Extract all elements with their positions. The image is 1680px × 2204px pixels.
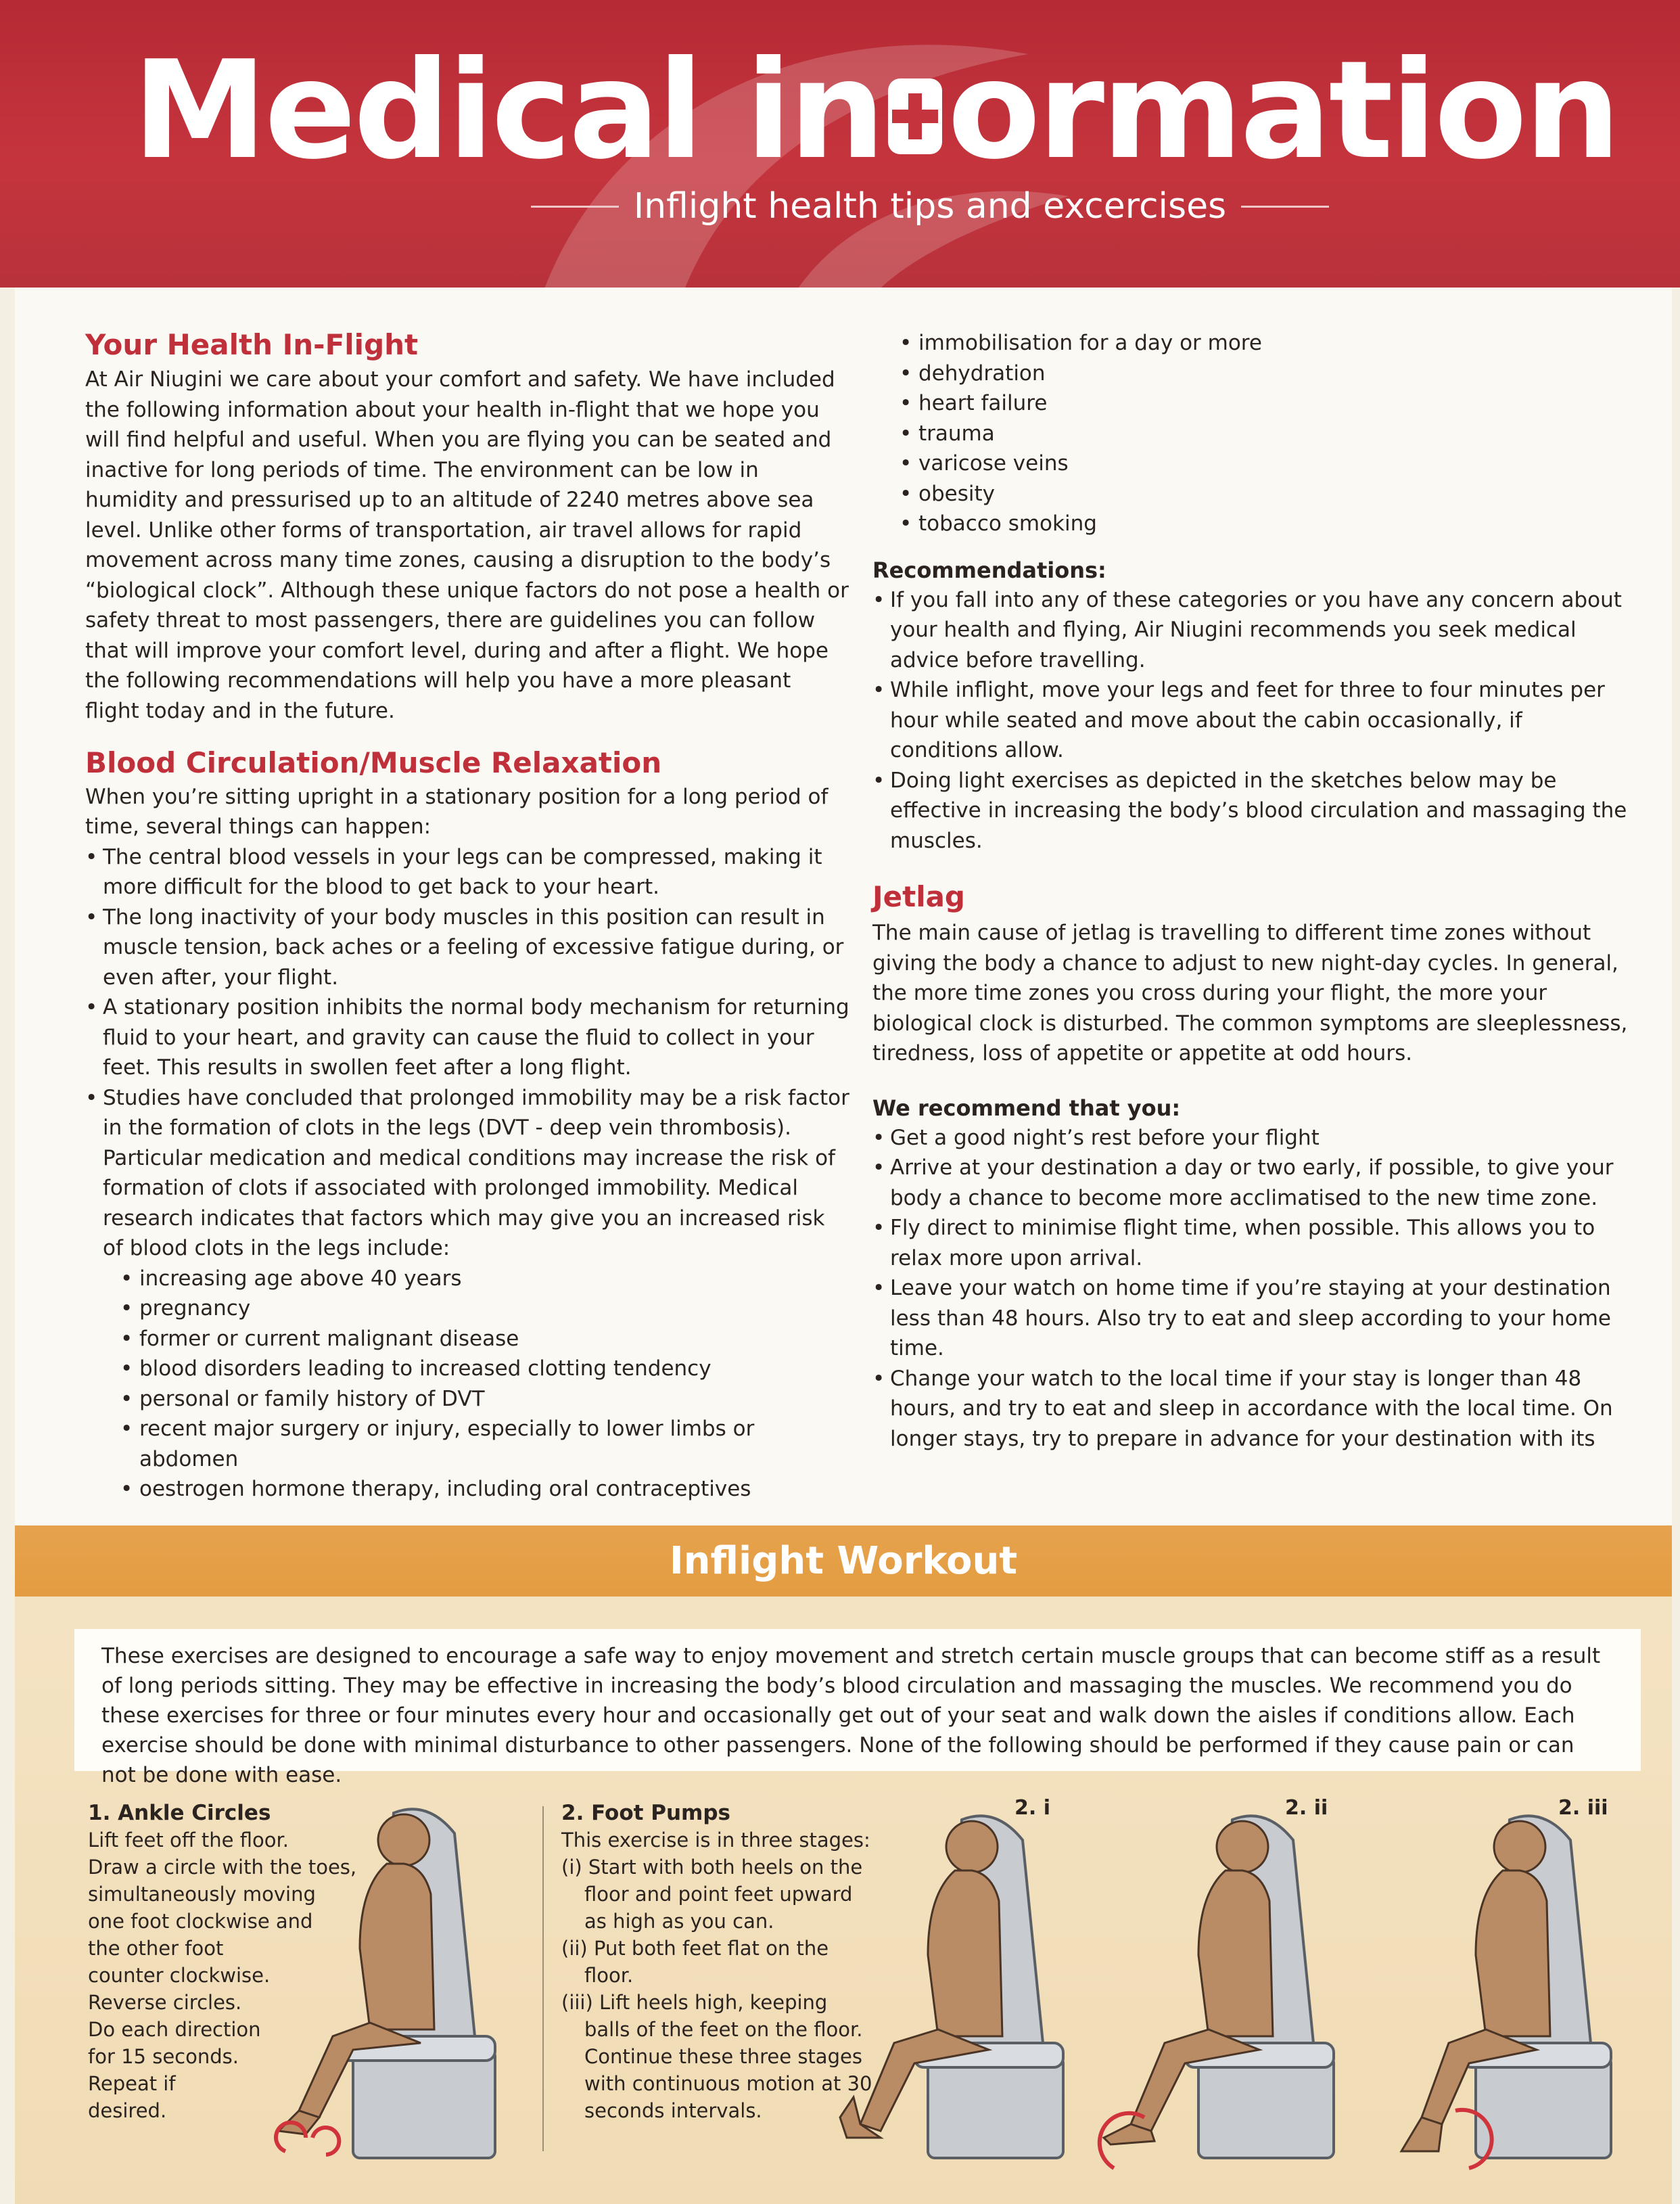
page-title <box>133 32 1618 189</box>
list-item: • Studies have concluded that prolonged immobility may be a risk factor in the formation of clots in the legs (DVT - deep vein thrombosis). Particular medication and medical conditions may increase the risk of formation of clots if associated with prolonged immobility. Medical research indicates that factors which may give you an increased risk of blood clots in the legs include: <box>85 1083 849 1264</box>
circulation-intro: When you’re sitting upright in a stationary position for a long period of time, several things can happen: <box>85 784 829 840</box>
exercise-line: counter clockwise. <box>88 1964 271 1987</box>
list-item: • dehydration <box>900 359 1630 389</box>
jetlag-heading: Jetlag <box>872 880 965 913</box>
list-item: • immobilisation for a day or more <box>900 328 1630 359</box>
health-body: At Air Niugini we care about your comfort and safety. We have included the following information about your health in-flight that we hope you will find helpful and useful. When you are flying you can be seated and inactive for long periods of time. The environment can be low in humidity and pressurised up to an altitude of 2240 metres above sea level. Unlike other forms of transportation, air travel allows for rapid movement across many time zones, causing a disruption to the body’s “biological clock”. Although these unique factors do not pose a health or safety threat to most passengers, there are guidelines you can follow that will improve your comfort level, during and after a flight. We hope the following recommendations will help you have a more pleasant flight today and in the future. <box>85 367 849 723</box>
exercise-line: simultaneously moving <box>88 1883 316 1906</box>
exercise-divider <box>542 1806 544 2151</box>
list-item: • A stationary position inhibits the normal body mechanism for returning fluid to your heart, and gravity can cause the fluid to collect in your feet. This results in swollen feet after a long flight. <box>85 992 849 1083</box>
subtitle-rule-left <box>531 206 619 208</box>
list-item: • varicose veins <box>900 449 1630 479</box>
page-header <box>0 0 1680 288</box>
ankle-circles-figure <box>258 1793 529 2172</box>
title-text-part1: Medical in <box>133 32 883 189</box>
exercise-line: desired. <box>88 2099 167 2122</box>
subtitle-rule-right <box>1241 206 1329 208</box>
jetlag-body: The main cause of jetlag is travelling to different time zones without giving the body a chance to adjust to new night-day cycles. In general, the more time zones you cross during your flight, the more your biological clock is disturbed. The common symptoms are sleeplessness, tiredness, loss of appetite or appetite at odd hours. <box>872 921 1628 1066</box>
page-subtitle: Inflight health tips and excercises <box>633 186 1227 227</box>
exercise-step: (iii) Lift heels high, keeping balls of the feet on the floor. Continue these three stages with continuous motion at 30 seconds intervals. <box>561 1991 872 2122</box>
circle-arrow-icon <box>312 2128 339 2155</box>
risk-factor-list-continued <box>900 328 1630 539</box>
exercise-title: 2. Foot Pumps <box>561 1801 730 1825</box>
recommendations-list <box>872 585 1630 856</box>
health-heading: Your Health In-Flight <box>85 328 419 361</box>
list-item: • Fly direct to minimise flight time, when possible. This allows you to relax more upon arrival. <box>872 1213 1630 1273</box>
we-recommend-heading: We recommend that you: <box>872 1095 1181 1121</box>
stage-label-2i: 2. i <box>1014 1796 1050 1820</box>
foot-pumps-stage-1-figure <box>826 1799 1097 2178</box>
workout-section <box>15 1597 1672 2204</box>
right-column <box>872 288 1630 1454</box>
recommendations-heading: Recommendations: <box>872 557 1106 583</box>
list-item: • increasing age above 40 years <box>120 1264 849 1294</box>
list-item: • recent major surgery or injury, especially to lower limbs or abdomen <box>120 1414 849 1474</box>
list-item: • The central blood vessels in your legs can be compressed, making it more difficult for the blood to get back to your heart. <box>85 842 849 902</box>
exercise-line: the other foot <box>88 1937 224 1960</box>
circulation-heading: Blood Circulation/Muscle Relaxation <box>85 746 662 780</box>
exercise-step: (ii) Put both feet flat on the floor. <box>561 1937 829 1987</box>
left-column <box>85 288 849 1505</box>
list-item: • pregnancy <box>120 1293 849 1324</box>
list-item: • Leave your watch on home time if you’re staying at your destination less than 48 hours. Also try to eat and sleep according to your home time. <box>872 1273 1630 1364</box>
stage-label-2iii: 2. iii <box>1558 1796 1608 1820</box>
list-item: • trauma <box>900 419 1630 449</box>
circulation-list <box>85 842 849 1264</box>
exercise-line: one foot clockwise and <box>88 1910 313 1933</box>
exercise-step: (i) Start with both heels on the floor and point feet upward as high as you can. <box>561 1856 863 1933</box>
workout-intro: These exercises are designed to encourage a safe way to enjoy movement and stretch certain muscle groups that can become stiff as a result of long periods sitting. They may be effective in increasing the body’s blood circulation and massaging the muscles. We recommend you do these exercises for three or four minutes every hour and occasionally get out of your seat and walk down the aisles if conditions allow. Each exercise should be done with minimal disturbance to other passengers. None of the following should be performed if they cause pain or can not be done with ease. <box>101 1644 1601 1787</box>
list-item: • obesity <box>900 479 1630 509</box>
medical-cross-icon <box>883 76 948 157</box>
workout-title: Inflight Workout <box>669 1539 1018 1583</box>
exercise-line: Do each direction <box>88 2018 261 2041</box>
subtitle-row <box>555 183 1305 230</box>
exercise-line: Lift feet off the floor. <box>88 1829 289 1852</box>
exercise-line: for 15 seconds. <box>88 2045 239 2068</box>
foot-pumps-stage-2-figure <box>1097 1799 1368 2178</box>
list-item: • blood disorders leading to increased clotting tendency <box>120 1354 849 1384</box>
exercise-line: Repeat if <box>88 2072 176 2095</box>
list-item: • heart failure <box>900 388 1630 419</box>
exercise-title: 1. Ankle Circles <box>88 1801 271 1825</box>
exercise-line: Reverse circles. <box>88 1991 242 2014</box>
list-item: • Doing light exercises as depicted in the sketches below may be effective in increasing the body’s blood circulation and massaging the muscles. <box>872 766 1630 856</box>
list-item: • Get a good night’s rest before your flight <box>872 1123 1630 1153</box>
workout-intro-box <box>74 1629 1641 1787</box>
main-content <box>15 288 1672 1525</box>
list-item: • If you fall into any of these categories or you have any concern about your health and flying, Air Niugini recommends you seek medical advice before travelling. <box>872 585 1630 676</box>
exercise-intro: This exercise is in three stages: <box>561 1829 870 1852</box>
list-item: • The long inactivity of your body muscles in this position can result in muscle tension, back aches or a feeling of excessive fatigue during, or even after, your flight. <box>85 902 849 993</box>
list-item: • oestrogen hormone therapy, including oral contraceptives <box>120 1474 849 1505</box>
stage-label-2ii: 2. ii <box>1285 1796 1328 1820</box>
foot-pumps-stage-3-figure <box>1374 1799 1645 2178</box>
exercise-line: Draw a circle with the toes, <box>88 1856 357 1879</box>
workout-banner <box>15 1525 1672 1597</box>
risk-factor-list <box>120 1264 849 1505</box>
title-text-part2: ormation <box>948 32 1618 189</box>
list-item: • While inflight, move your legs and feet for three to four minutes per hour while seated and move about the cabin occasionally, if conditions allow. <box>872 675 1630 766</box>
list-item: • personal or family history of DVT <box>120 1384 849 1415</box>
exercise-foot-pumps <box>561 1799 872 2124</box>
list-item: • tobacco smoking <box>900 509 1630 539</box>
list-item: • former or current malignant disease <box>120 1324 849 1354</box>
we-recommend-list <box>872 1123 1630 1454</box>
list-item: • Change your watch to the local time if your stay is longer than 48 hours, and try to eat and sleep in accordance with the local time. On longer stays, try to prepare in advance for your destination with its <box>872 1364 1630 1454</box>
list-item: • Arrive at your destination a day or two early, if possible, to give your body a chance to become more acclimatised to the new time zone. <box>872 1153 1630 1213</box>
